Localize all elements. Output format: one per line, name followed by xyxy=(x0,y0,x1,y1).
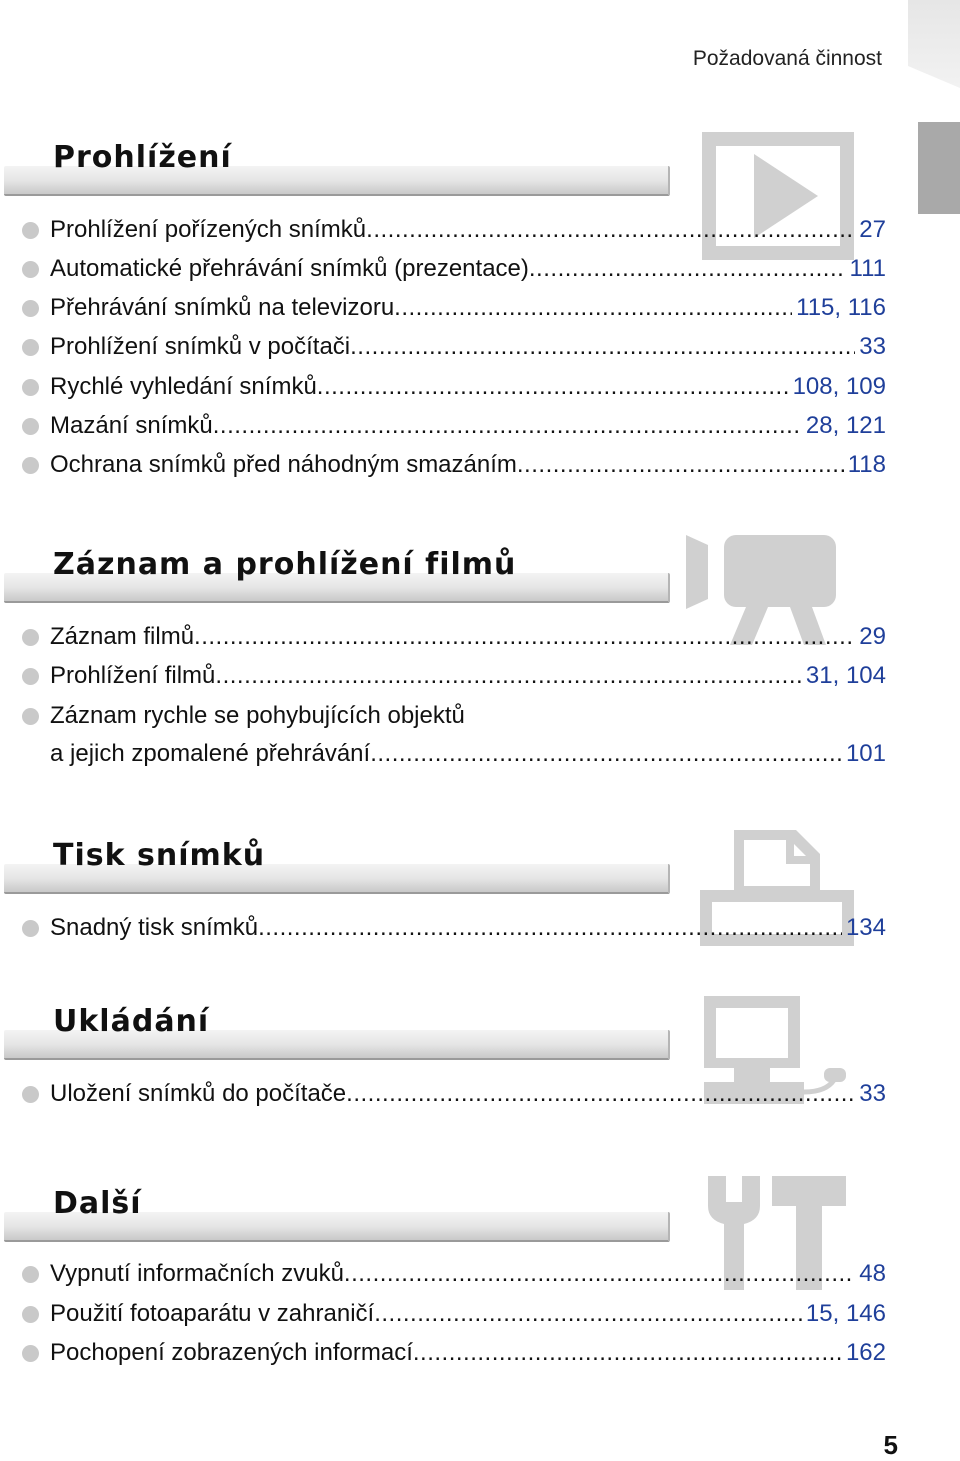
item-label: Přehrávání snímků na televizoru xyxy=(50,294,395,321)
bullet-icon xyxy=(22,708,39,725)
page-link[interactable]: 111 xyxy=(849,255,886,282)
list-item[interactable] xyxy=(22,657,886,695)
leader-dots xyxy=(344,1255,855,1293)
page-link[interactable]: 108, 109 xyxy=(792,373,886,400)
leader-dots xyxy=(370,735,842,773)
bullet-icon xyxy=(22,418,39,435)
leader-dots xyxy=(215,657,802,695)
side-tab-marker xyxy=(918,122,960,214)
page-link[interactable]: 33 xyxy=(859,333,886,360)
bullet-icon xyxy=(22,457,39,474)
section-title: Tisk snímků xyxy=(53,838,266,873)
leader-dots xyxy=(374,1295,802,1333)
list-item[interactable] xyxy=(22,1075,886,1113)
leader-dots xyxy=(529,250,846,288)
item-label: Prohlížení pořízených snímků xyxy=(50,216,367,243)
leader-dots xyxy=(346,1075,855,1113)
item-label: Použití fotoaparátu v zahraničí xyxy=(50,1300,375,1327)
item-label: a jejich zpomalené přehrávání xyxy=(50,740,371,767)
page-link[interactable]: 31, 104 xyxy=(805,662,886,689)
bullet-icon xyxy=(22,339,39,356)
list-item[interactable] xyxy=(22,328,886,366)
bullet-icon xyxy=(22,1345,39,1362)
list-item[interactable] xyxy=(22,1334,886,1372)
leader-dots xyxy=(350,328,855,366)
bullet-icon xyxy=(22,261,39,278)
item-label: Prohlížení snímků v počítači xyxy=(50,333,351,360)
page-link[interactable]: 48 xyxy=(859,1260,886,1287)
list-item[interactable] xyxy=(22,618,886,656)
page-link[interactable]: 28, 121 xyxy=(805,412,886,439)
list-item[interactable] xyxy=(22,407,886,445)
bullet-icon xyxy=(22,629,39,646)
item-label: Snadný tisk snímků xyxy=(50,914,259,941)
section-title: Ukládání xyxy=(53,1004,210,1039)
leader-dots xyxy=(394,289,792,327)
section-title: Prohlížení xyxy=(53,140,232,175)
list-item[interactable] xyxy=(22,446,886,484)
leader-dots xyxy=(413,1334,842,1372)
item-label: Rychlé vyhledání snímků xyxy=(50,373,317,400)
page-header: Požadovaná činnost xyxy=(692,47,882,70)
item-label: Pochopení zobrazených informací xyxy=(50,1339,413,1366)
page-link[interactable]: 27 xyxy=(859,216,886,243)
leader-dots xyxy=(213,407,802,445)
page-link[interactable]: 29 xyxy=(859,623,886,650)
page-link[interactable]: 101 xyxy=(845,740,886,767)
leader-dots xyxy=(517,446,844,484)
bullet-icon xyxy=(22,920,39,937)
leader-dots xyxy=(258,909,842,947)
page-link[interactable]: 15, 146 xyxy=(805,1300,886,1327)
list-item[interactable] xyxy=(22,909,886,947)
top-corner-tab xyxy=(908,0,960,88)
item-label: Ochrana snímků před náhodným smazáním xyxy=(50,451,517,478)
page-link[interactable]: 134 xyxy=(845,914,886,941)
list-item[interactable] xyxy=(22,697,886,773)
bullet-icon xyxy=(22,300,39,317)
item-label: Uložení snímků do počítače xyxy=(50,1080,347,1107)
list-item[interactable] xyxy=(22,368,886,406)
bullet-icon xyxy=(22,222,39,239)
page-link[interactable]: 162 xyxy=(845,1339,886,1366)
list-item[interactable] xyxy=(22,1255,886,1293)
item-label: Prohlížení filmů xyxy=(50,662,216,689)
bullet-icon xyxy=(22,379,39,396)
section-title: Další xyxy=(53,1186,142,1221)
leader-dots xyxy=(194,618,855,656)
leader-dots xyxy=(366,211,855,249)
item-label: Automatické přehrávání snímků (prezentace) xyxy=(50,255,529,282)
bullet-icon xyxy=(22,668,39,685)
bullet-icon xyxy=(22,1266,39,1283)
page-link[interactable]: 33 xyxy=(859,1080,886,1107)
bullet-icon xyxy=(22,1086,39,1103)
list-item[interactable] xyxy=(22,289,886,327)
page-link[interactable]: 118 xyxy=(847,451,886,478)
page-link[interactable]: 115, 116 xyxy=(796,294,886,321)
item-label: Vypnutí informačních zvuků xyxy=(50,1260,344,1287)
bullet-icon xyxy=(22,1306,39,1323)
page-number: 5 xyxy=(883,1430,898,1460)
item-label: Záznam filmů xyxy=(50,623,195,650)
list-item[interactable] xyxy=(22,211,886,249)
list-item[interactable] xyxy=(22,1295,886,1333)
item-label: Mazání snímků xyxy=(50,412,213,439)
leader-dots xyxy=(317,368,789,406)
section-title: Záznam a prohlížení filmů xyxy=(53,547,517,582)
item-label-line1: Záznam rychle se pohybujících objektů xyxy=(50,702,465,729)
list-item[interactable] xyxy=(22,250,886,288)
